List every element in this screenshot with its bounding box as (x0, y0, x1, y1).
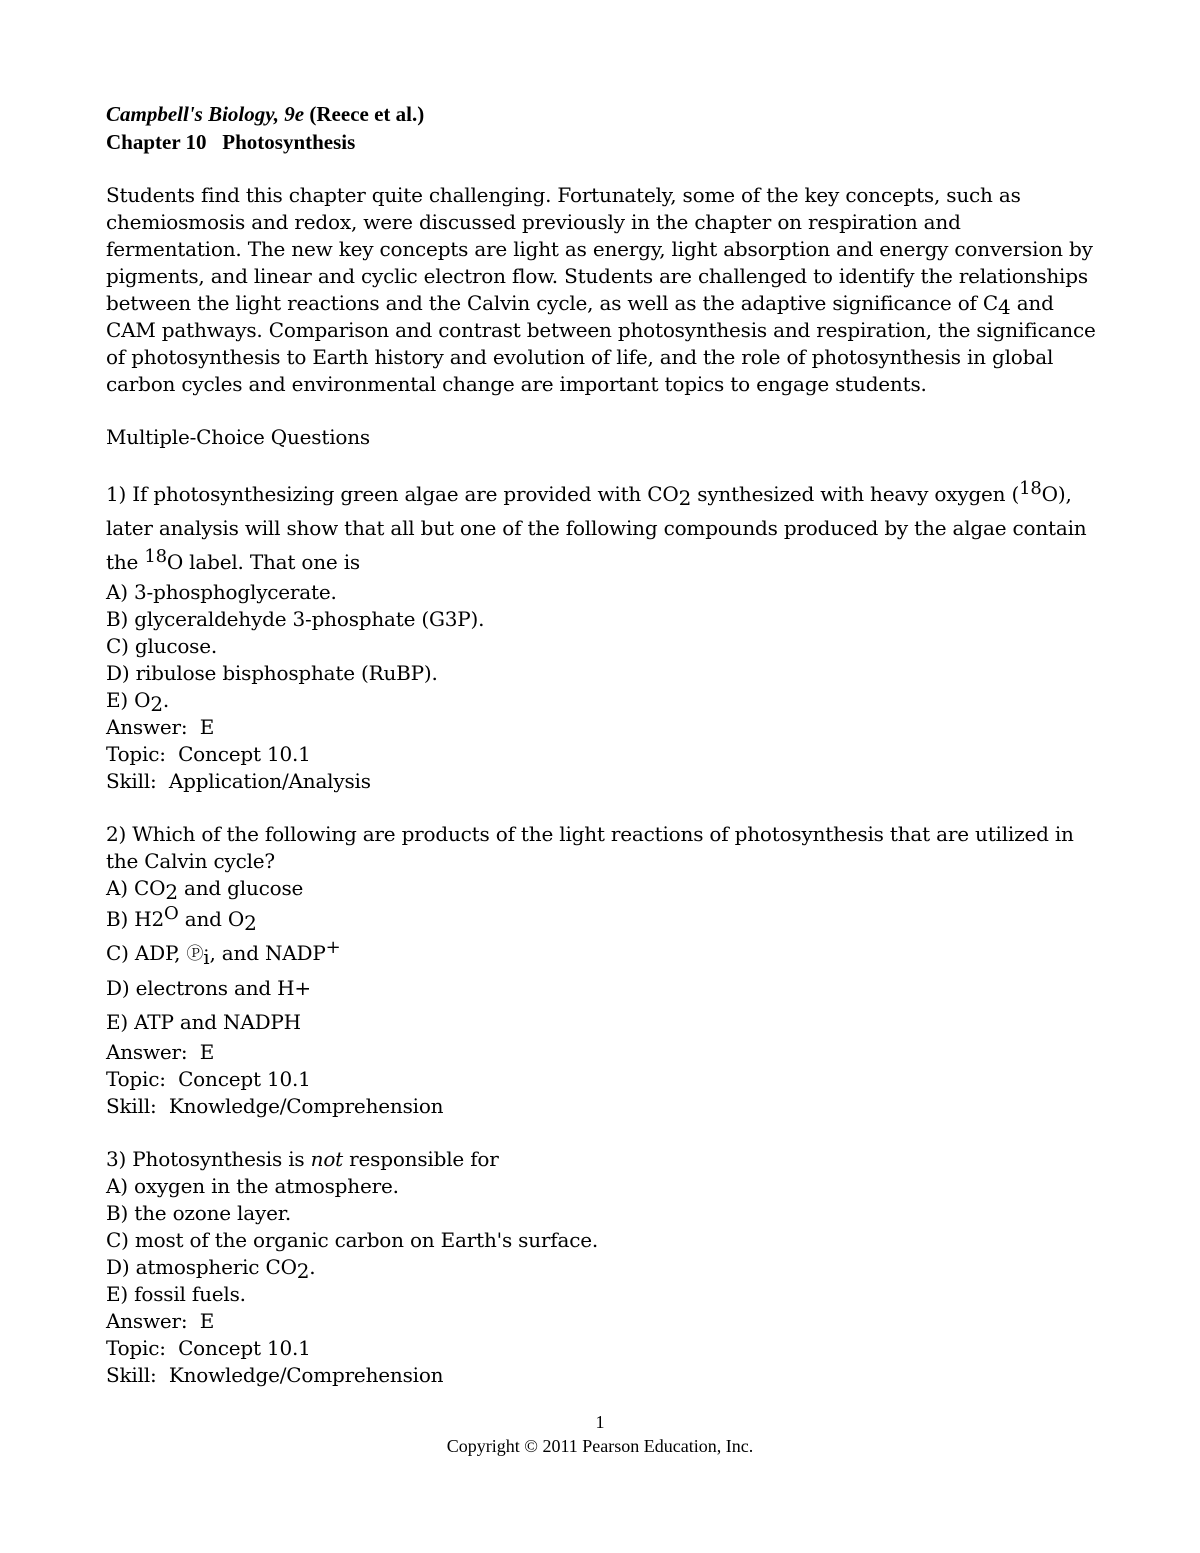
q1-option-e-end: . (162, 688, 170, 712)
question-3 (106, 1146, 1096, 1389)
q1-stem-text-d: O label. That one is (166, 550, 360, 574)
question-1 (106, 477, 1096, 795)
q3-option-b: B) the ozone layer. (106, 1201, 292, 1225)
q1-option-e-text: E) O (106, 688, 151, 712)
q3-stem-text-a: 3) Photosynthesis is (106, 1147, 311, 1171)
q2-option-a (106, 875, 1096, 902)
circled-p-icon: Ⓟ (186, 944, 204, 964)
q3-option-c: C) most of the organic carbon on Earth's surface. (106, 1228, 598, 1252)
q1-topic: Topic: Concept 10.1 (106, 742, 311, 766)
q1-isotope-superscript-1: 18 (1019, 478, 1042, 499)
q1-option-b: B) glyceraldehyde 3-phosphate (G3P). (106, 607, 485, 631)
q2-topic: Topic: Concept 10.1 (106, 1067, 311, 1091)
q2-option-a-subscript: 2 (165, 880, 178, 904)
q1-option-a: A) 3-phosphoglycerate. (106, 580, 337, 604)
q3-option-d (106, 1254, 1096, 1281)
q1-option-c: C) glucose. (106, 634, 218, 658)
question-2-stem: 2) Which of the following are products of the light reactions of photosynthesis that are utilized in the Calvin cycle? (106, 822, 1074, 873)
page-number: 1 (595, 1412, 605, 1432)
q1-option-e (106, 687, 1096, 714)
intro-c4-subscript: 4 (998, 295, 1011, 319)
page-footer (0, 1410, 1200, 1458)
q2-option-b-text: B) H2 (106, 907, 165, 931)
q3-option-d-end: . (309, 1255, 316, 1279)
q1-co2-subscript: 2 (678, 486, 692, 510)
q3-option-d-subscript: 2 (296, 1259, 310, 1283)
intro-text-part2: and CAM pathways. Comparison and contrast between photosynthesis and respiration, the significance of photosynthesis to Earth history and evolution of life, and the role of photosynthesis in global carbon cycles and environmental change are important topics to engage students. (106, 291, 1096, 396)
document-page (106, 100, 1096, 1389)
copyright-notice: Copyright © 2011 Pearson Education, Inc. (446, 1436, 754, 1456)
q1-answer: Answer: E (106, 715, 215, 739)
q2-option-c-text: C) ADP, (106, 941, 187, 965)
q2-option-c-mid: , and NADP (209, 941, 326, 965)
book-title: Campbell's Biology, 9e (106, 102, 305, 126)
q1-skill: Skill: Application/Analysis (106, 769, 371, 793)
q1-option-d: D) ribulose bisphosphate (RuBP). (106, 661, 438, 685)
question-2 (106, 821, 1096, 1120)
intro-paragraph (106, 182, 1096, 398)
q3-option-d-text: D) atmospheric CO (106, 1255, 297, 1279)
q3-skill: Skill: Knowledge/Comprehension (106, 1363, 444, 1387)
q2-option-d: D) electrons and H+ (106, 976, 311, 1000)
q2-option-b-superscript: O (164, 903, 179, 924)
q3-stem-emphasis: not (310, 1147, 343, 1171)
q2-skill: Skill: Knowledge/Comprehension (106, 1094, 444, 1118)
q2-option-b-mid: and O (178, 907, 245, 931)
q1-stem-text-c: O), later analysis will show that all but one of the following compounds produced by the algae contain the (106, 482, 1087, 574)
q1-stem-text-a: 1) If photosynthesizing green algae are provided with CO (106, 482, 679, 506)
q3-topic: Topic: Concept 10.1 (106, 1336, 311, 1360)
q2-option-a-end: and glucose (177, 876, 304, 900)
q2-option-b (106, 902, 1096, 936)
question-3-stem (106, 1146, 1096, 1173)
q3-stem-text-b: responsible for (343, 1147, 499, 1171)
q3-option-a: A) oxygen in the atmosphere. (106, 1174, 399, 1198)
q2-option-a-text: A) CO (106, 876, 166, 900)
q2-option-c-superscript: + (325, 937, 341, 958)
question-1-stem (106, 477, 1096, 579)
q2-option-b-subscript: 2 (244, 911, 257, 935)
q2-option-c-subscript: i (203, 945, 210, 969)
q1-option-e-subscript: 2 (150, 692, 163, 716)
q1-stem-text-b: synthesized with heavy oxygen ( (691, 482, 1020, 506)
intro-text-part1: Students find this chapter quite challenging. Fortunately, some of the key concepts, such as chemiosmosis and redox, were discussed previously in the chapter on respiration and fermentation. The new key concepts are light as energy, light absorption and energy conversion by pigments, and linear and cyclic electron flow. Students are challenged to identify the relationships between the light reactions and the Calvin cycle, as well as the adaptive significance of C (106, 183, 1093, 315)
q3-option-e: E) fossil fuels. (106, 1282, 246, 1306)
q1-isotope-superscript-2: 18 (144, 546, 167, 567)
q3-answer: Answer: E (106, 1309, 215, 1333)
chapter-title: Chapter 10 Photosynthesis (106, 130, 356, 154)
q2-answer: Answer: E (106, 1040, 215, 1064)
q2-option-c (106, 936, 1096, 971)
book-authors: (Reece et al.) (304, 102, 425, 126)
q2-option-e: E) ATP and NADPH (106, 1010, 301, 1034)
section-heading: Multiple-Choice Questions (106, 425, 370, 449)
book-title-line (106, 100, 1096, 128)
